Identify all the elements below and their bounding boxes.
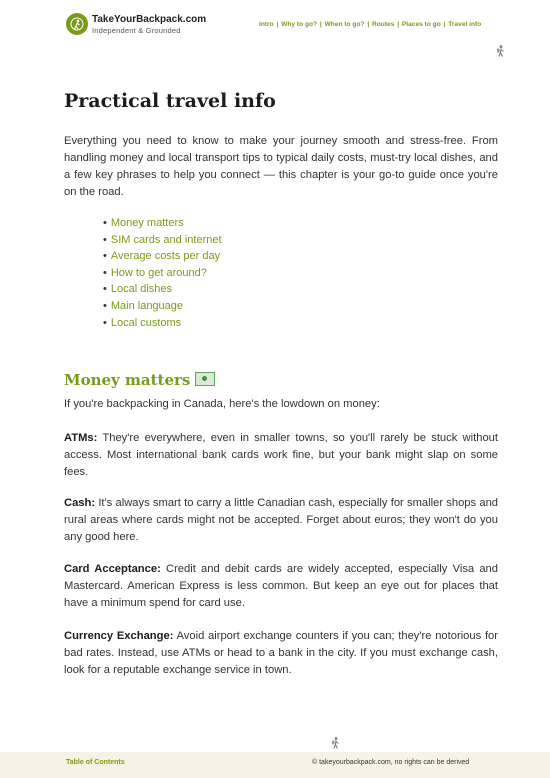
brand-tagline: Independent & Grounded xyxy=(92,26,181,35)
atms-paragraph xyxy=(64,430,498,481)
header xyxy=(0,0,550,60)
chapter-contents-list xyxy=(103,215,222,331)
brand-name[interactable]: TakeYourBackpack.com xyxy=(92,14,207,25)
intro-paragraph: Everything you need to know to make your journey smooth and stress-free. From handling money and local transport tips to typical daily costs, must-try local dishes, and a few key phrases to help you connect — this chapter is your go-to guide once you're on the road. xyxy=(64,135,498,198)
section-title-text: Money matters xyxy=(64,371,191,389)
nav-places-to-go[interactable]: Places to go xyxy=(401,21,441,28)
card-acceptance-label: Card Acceptance: xyxy=(64,563,161,575)
nav-travel-info[interactable]: Travel info xyxy=(448,21,482,28)
section-title xyxy=(64,371,215,389)
card-acceptance-paragraph xyxy=(64,561,498,612)
atms-text: They're everywhere, even in smaller towns, so you'll rarely be stuck without access. Most international bank cards work fine, but your bank might slap on some fees. xyxy=(64,432,499,478)
nav-routes[interactable]: Routes xyxy=(372,21,395,28)
toc-link-get-around[interactable]: • How to get around? xyxy=(103,265,222,282)
money-icon xyxy=(195,372,215,386)
currency-exchange-label: Currency Exchange: xyxy=(64,630,174,642)
atms-label: ATMs: xyxy=(64,432,98,444)
toc-link-money-matters[interactable]: • Money matters xyxy=(103,215,222,232)
logo-globe-icon[interactable] xyxy=(66,13,88,35)
toc-link-local-customs[interactable]: • Local customs xyxy=(103,315,222,332)
copyright-notice: © takeyourbackpack.com, no rights can be derived xyxy=(312,759,470,766)
page-title: Practical travel info xyxy=(64,90,276,112)
nav-intro[interactable]: Intro xyxy=(259,21,274,28)
card-acceptance-text: Credit and debit cards are widely accepted, especially Visa and Mastercard. American Express is less common. But keep an eye out for places that have a minimum spend for card use. xyxy=(64,563,498,609)
nav-why-to-go[interactable]: Why to go? xyxy=(281,21,318,28)
cash-text: It's always smart to carry a little Canadian cash, especially for smaller shops and rural areas where cards might not be accepted. Forget about euros; they won't do you any good here. xyxy=(64,497,499,543)
hiker-icon xyxy=(496,44,505,62)
nav-when-to-go[interactable]: When to go? xyxy=(324,21,365,28)
toc-link-local-dishes[interactable]: • Local dishes xyxy=(103,281,222,298)
cash-paragraph xyxy=(64,495,498,546)
top-navigation: Intro | Why to go? | When to go? | Routes | Places to go | Travel info xyxy=(259,21,482,28)
cash-label: Cash: xyxy=(64,497,96,509)
toc-link-average-costs[interactable]: • Average costs per day xyxy=(103,248,222,265)
section-intro: If you're backpacking in Canada, here's the lowdown on money: xyxy=(64,398,380,410)
currency-exchange-text: Avoid airport exchange counters if you can; they're notorious for bad rates. Instead, use ATMs or head to a bank in the city. If you must exchange cash, look for a reputable exchange service in town. xyxy=(64,630,498,676)
toc-link-sim-cards[interactable]: • SIM cards and internet xyxy=(103,232,222,249)
currency-exchange-paragraph xyxy=(64,628,498,679)
toc-link-main-language[interactable]: • Main language xyxy=(103,298,222,315)
table-of-contents-link[interactable]: Table of Contents xyxy=(66,759,125,766)
